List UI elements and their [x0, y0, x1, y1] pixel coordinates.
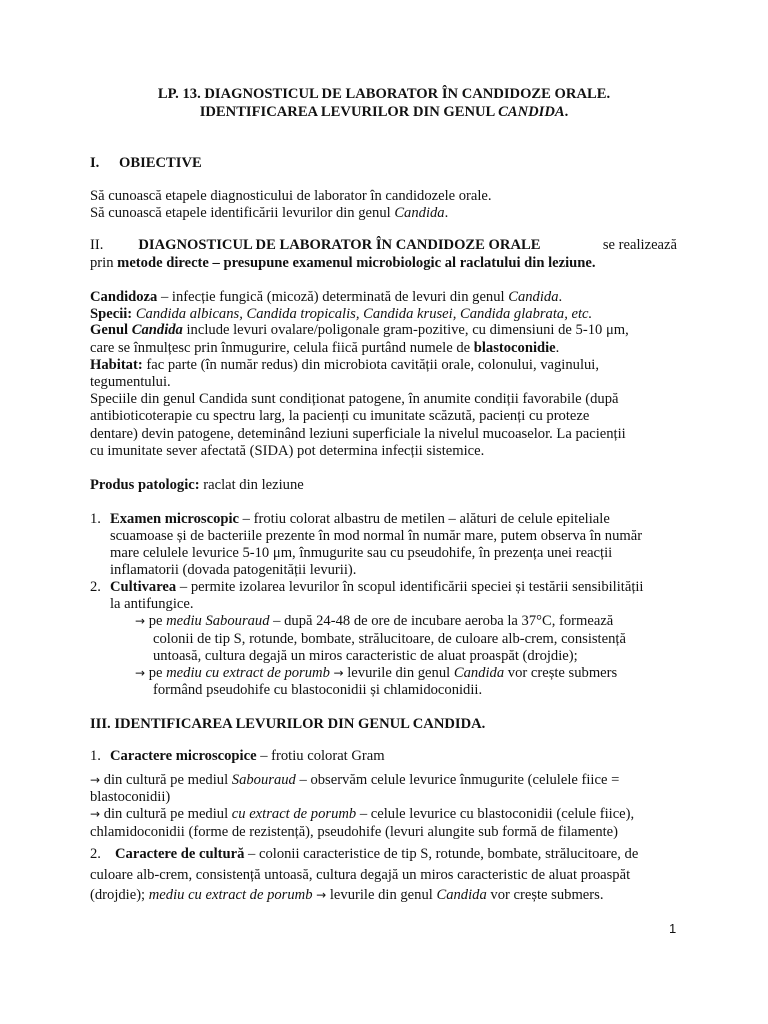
text: tegumentului. [90, 374, 171, 390]
list-number: 1. [90, 511, 101, 527]
sabouraud-line [153, 630, 626, 648]
text: – celule levurice cu blastoconidii (celule fiice), [356, 806, 635, 822]
arrow-right-icon: → [90, 773, 101, 787]
title-text: IDENTIFICAREA LEVURILOR DIN GENUL [199, 104, 499, 120]
characteristic-line [90, 823, 618, 841]
section-title: OBIECTIVE [119, 155, 202, 171]
pathological-product [90, 476, 304, 494]
term-label: Caractere microscopice [110, 748, 257, 764]
bold-text: metode directe – presupune examenul microbiologic al raclatului din leziune. [117, 255, 596, 271]
characteristic-2 [90, 845, 639, 863]
characteristic-1 [90, 747, 385, 765]
section-number: II. [90, 237, 104, 253]
list-item-line [110, 544, 612, 562]
term-label: Candidoza [90, 289, 158, 305]
corn-extract-medium [135, 664, 617, 682]
term-label: Caractere de cultură [115, 846, 245, 862]
text: – după 24-48 de ore de incubare aeroba la 37°C, formează [269, 613, 614, 629]
text: Speciile din genul Candida sunt condiționat patogene, în anumite condiții favorabile (după [90, 391, 619, 407]
section-1-heading [90, 154, 202, 172]
characteristic-line [90, 866, 630, 884]
objective-2 [90, 204, 448, 222]
text: untoasă, cultura degajă un miros caracteristic de aluat proaspăt (drojdie); [153, 648, 578, 664]
text: fac parte (în număr redus) din microbiota cavității orale, colonului, vaginului, [142, 357, 600, 373]
text: – observăm celule levurice înmugurite (celulele fiice = [295, 772, 620, 788]
text: – permite izolarea levurilor în scopul identificării speciei și testării sensibilității [176, 579, 644, 595]
italic-text: cu extract de porumb [231, 806, 357, 822]
term-label: Genul [90, 322, 132, 338]
text: . [558, 289, 563, 305]
section-2-heading [90, 236, 677, 254]
list-item [90, 510, 610, 528]
objective-1 [90, 187, 492, 205]
italic-text: mediu Sabouraud [166, 613, 270, 629]
text: – colonii caracteristice de tip S, rotunde, bombate, strălucitoare, de [244, 846, 639, 862]
text: din cultură pe mediul [100, 772, 232, 788]
text: – frotiu colorat Gram [256, 748, 385, 764]
title-text: . [564, 104, 569, 120]
sabouraud-medium [135, 612, 613, 630]
title-text: LP. 13. DIAGNOSTICUL DE LABORATOR ÎN CANDIDOZE ORALE. [157, 86, 611, 102]
section-title: III. IDENTIFICAREA LEVURILOR DIN GENUL CANDIDA. [90, 716, 486, 732]
italic-text: Candida [453, 665, 505, 681]
section-title-rest: se realizează [602, 237, 677, 253]
italic-text: Candida [436, 887, 487, 903]
arrow-right-icon: → [135, 666, 146, 680]
list-item-line [110, 527, 642, 545]
document-title-line2 [0, 103, 768, 121]
italic-text: Sabouraud [231, 772, 296, 788]
paragraph-line [90, 390, 618, 408]
term-label: Produs patologic: [90, 477, 200, 493]
text: – frotiu colorat albastru de metilen – alături de celule epiteliale [239, 511, 610, 527]
text: . [555, 340, 560, 356]
text: mare celulele levurice 5-10 μm, înmugurite sau cu pseudohife, în prezența unei reacții [110, 545, 613, 561]
genus-description-line2 [90, 339, 559, 357]
objective-italic: Candida [394, 205, 445, 221]
text: prin [90, 255, 118, 271]
section-title: DIAGNOSTICUL DE LABORATOR ÎN CANDIDOZE ORALE [138, 237, 541, 253]
text: levurile din genul [326, 887, 437, 903]
genus-description [90, 321, 629, 339]
page-number-text: 1 [669, 921, 677, 936]
italic-text: Candida albicans, Candida tropicalis, Candida krusei, Candida glabrata, etc. [132, 306, 593, 322]
text: la antifungice. [110, 596, 194, 612]
text: – infecție fungică (micoză) determinată de levuri din genul [157, 289, 509, 305]
objective-text: Să cunoască etapele diagnosticului de laborator în candidozele orale. [90, 188, 492, 204]
bold-text: blastoconidie [473, 340, 556, 356]
list-number: 2. [90, 846, 101, 862]
text: vor crește submers [504, 665, 618, 681]
sabouraud-line [153, 647, 578, 665]
term-label: Examen microscopic [110, 511, 240, 527]
title-italic: CANDIDA [498, 104, 565, 120]
page-number [669, 920, 676, 938]
list-item [90, 578, 644, 596]
section-2-line2 [90, 254, 596, 272]
habitat [90, 356, 599, 374]
text: pe [145, 665, 167, 681]
term-label: Specii: [90, 306, 133, 322]
paragraph-line [90, 442, 484, 460]
habitat-line2 [90, 373, 171, 391]
text: culoare alb-crem, consistență untoasă, cultura degajă un miros caracteristic de aluat proaspăt [90, 867, 631, 883]
italic-text: Candida [508, 289, 559, 305]
characteristic-line [90, 788, 170, 806]
arrow-right-icon: → [135, 614, 146, 628]
text: care se înmulțesc prin înmugurire, celula fiică purtând numele de [90, 340, 474, 356]
text: vor crește submers. [486, 887, 604, 903]
list-item-line [110, 595, 193, 613]
italic-text: mediu cu extract de porumb [148, 887, 313, 903]
list-item-line [110, 561, 356, 579]
objective-text: Să cunoască etapele identificării levurilor din genul [90, 205, 395, 221]
section-number: I. [90, 155, 100, 171]
section-3-heading [90, 715, 485, 733]
paragraph-line [90, 407, 589, 425]
characteristic-1-b [90, 805, 634, 823]
text: raclat din leziune [199, 477, 304, 493]
arrow-right-icon: → [333, 666, 344, 680]
text: include levuri ovalare/poligonale gram-pozitive, cu dimensiuni de 5-10 μm, [182, 322, 629, 338]
characteristic-line [90, 886, 603, 904]
document-title-line1 [0, 85, 768, 103]
arrow-right-icon: → [90, 807, 101, 821]
list-number: 1. [90, 748, 101, 764]
text: colonii de tip S, rotunde, bombate, strălucitoare, de culoare alb-crem, consistență [153, 631, 626, 647]
characteristic-1-a [90, 771, 619, 789]
term-italic: Candida [131, 322, 183, 338]
list-number: 2. [90, 579, 101, 595]
text: cu imunitate sever afectată (SIDA) pot determina infecții sistemice. [90, 443, 485, 459]
text: scuamoase și de bacteriile prezente în mod normal în număr mare, putem observa în număr [110, 528, 643, 544]
text: chlamidoconidii (forme de rezistență), pseudohife (levuri alungite sub formă de filamente) [90, 824, 619, 840]
corn-extract-line [153, 681, 482, 699]
term-label: Habitat: [90, 357, 143, 373]
italic-text: mediu cu extract de porumb [166, 665, 330, 681]
arrow-right-icon: → [316, 888, 327, 902]
objective-text: . [444, 205, 449, 221]
paragraph-line [90, 425, 626, 443]
text: antibioticoterapie cu spectru larg, la pacienți cu imunitate scăzută, pacienți cu proteze [90, 408, 590, 424]
candidoza-definition [90, 288, 562, 306]
text: blastoconidii) [90, 789, 171, 805]
text: inflamatorii (dovada patogenității levurii). [110, 562, 357, 578]
text: dentare) devin patogene, deteminând leziuni superficiale la nivelul mucoaselor. La pacienții [90, 426, 626, 442]
text: din cultură pe mediul [100, 806, 232, 822]
text: pe [145, 613, 167, 629]
text: levurile din genul [343, 665, 454, 681]
term-label: Cultivarea [110, 579, 177, 595]
text: formând pseudohife cu blastoconidii și chlamidoconidii. [153, 682, 483, 698]
text: (drojdie); [90, 887, 149, 903]
